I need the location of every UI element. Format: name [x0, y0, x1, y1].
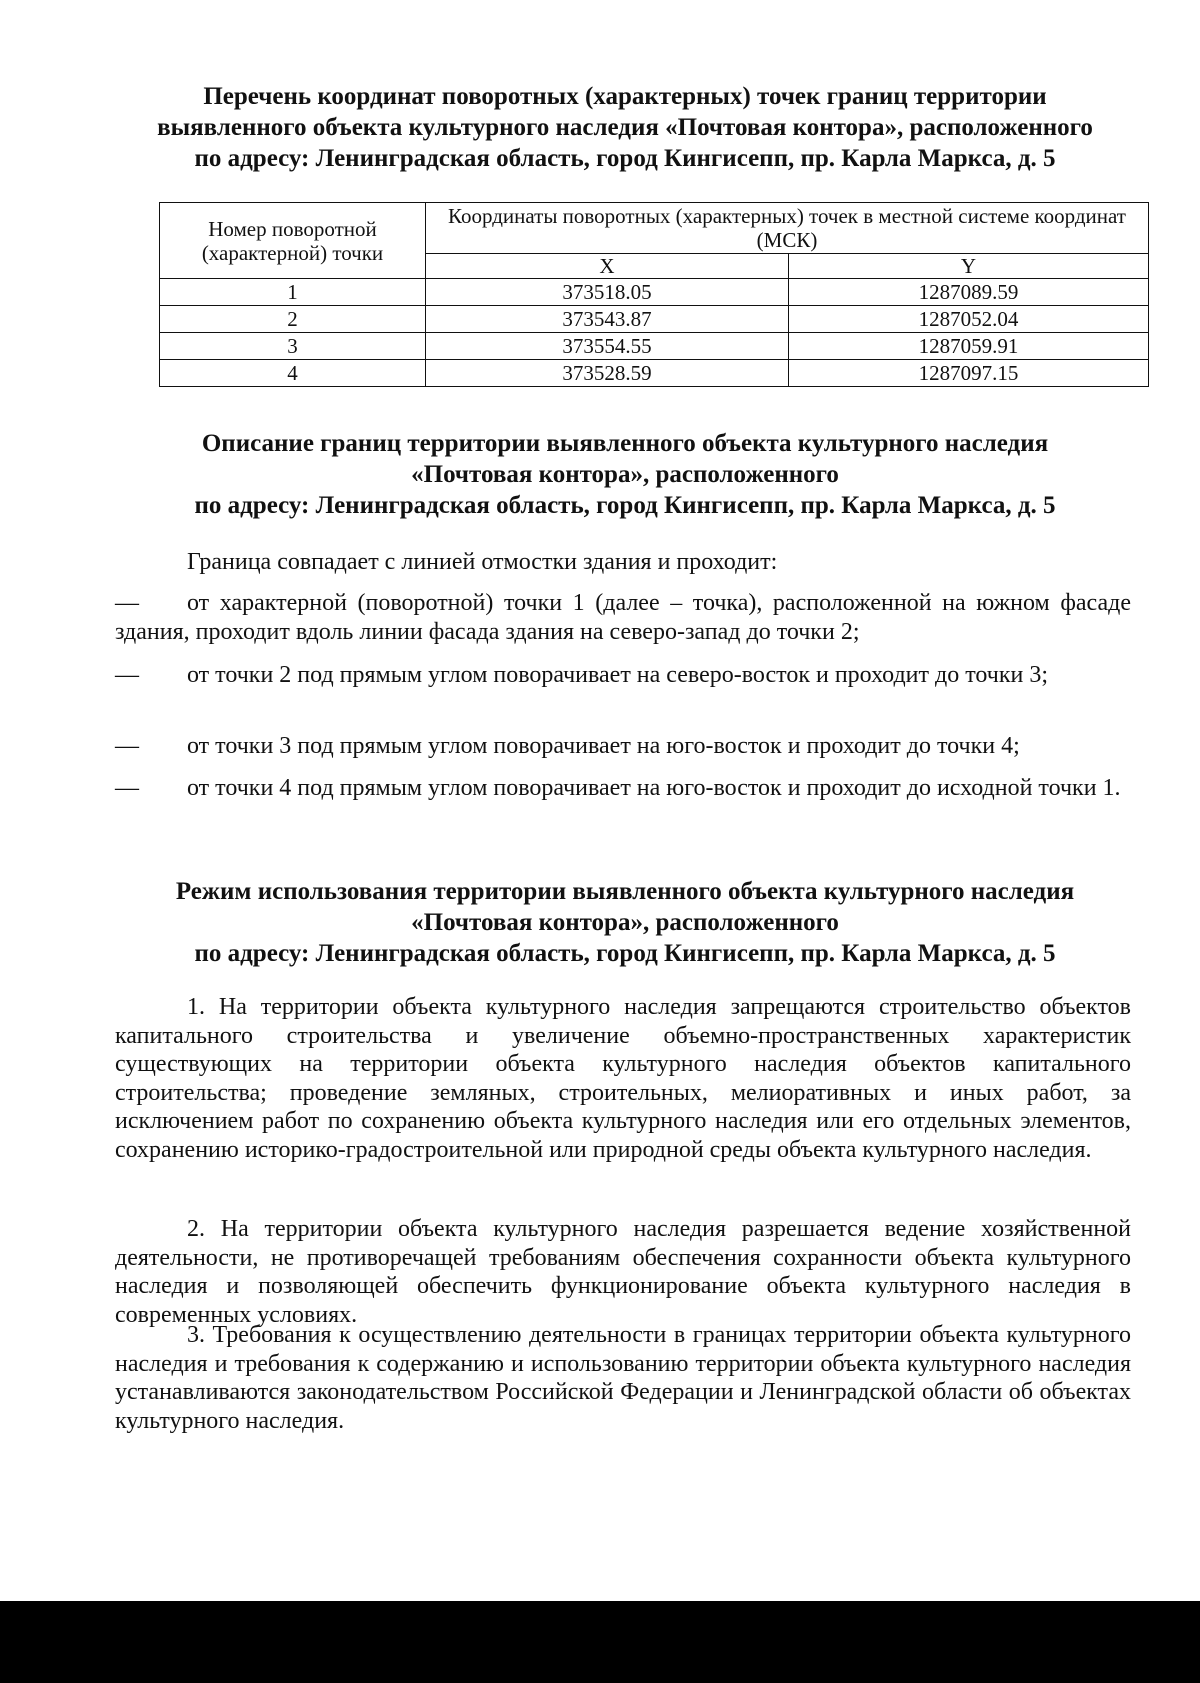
- boundary-list-item: [115, 774, 1131, 803]
- point-number-cell: 4: [160, 360, 426, 387]
- heading-line: выявленного объекта культурного наследия «Почтовая контора», расположенного: [157, 114, 1093, 141]
- boundary-list-item: [115, 589, 1131, 647]
- x-coordinate-cell: 373518.05: [426, 279, 789, 306]
- table-row: [160, 279, 1149, 306]
- boundary-list-item-text: от точки 3 под прямым углом поворачивает на юго-восток и проходит до точки 4;: [187, 733, 1020, 759]
- y-coordinate-cell: 1287052.04: [789, 306, 1149, 333]
- boundary-list-item: [115, 732, 1131, 761]
- header-y: Y: [789, 254, 1149, 279]
- usage-regime-heading: [120, 876, 1130, 969]
- heading-line: Описание границ территории выявленного объекта культурного наследия: [201, 430, 1049, 457]
- table-row: [160, 360, 1149, 387]
- heading-line: «Почтовая контора», расположенного: [411, 909, 839, 936]
- dash-marker: —: [115, 590, 139, 616]
- heading-line: «Почтовая контора», расположенного: [411, 461, 839, 488]
- table-row: [160, 333, 1149, 360]
- x-coordinate-cell: 373554.55: [426, 333, 789, 360]
- y-coordinate-cell: 1287097.15: [789, 360, 1149, 387]
- header-x: X: [426, 254, 789, 279]
- usage-rule-paragraph: 3. Требования к осуществлению деятельности в границах территории объекта культурного наследия и требования к содержанию и использованию территории объекта культурного наследия устанавливаются законодательством Российской Федерации и Ленинградской области об объектах культурного наследия.: [115, 1322, 1131, 1434]
- heading-line: Режим использования территории выявленного объекта культурного наследия: [175, 878, 1075, 905]
- scan-bottom-band: [0, 1601, 1200, 1683]
- heading-line: по адресу: Ленинградская область, город Кингисепп, пр. Карла Маркса, д. 5: [194, 492, 1056, 519]
- point-number-cell: 2: [160, 306, 426, 333]
- boundary-description-heading: [120, 428, 1130, 521]
- boundary-list-item-text: от характерной (поворотной) точки 1 (далее – точка), расположенной на южном фасаде здания, проходит вдоль линии фасада здания на северо-запад до точки 2;: [115, 590, 1131, 645]
- usage-rule-paragraph: 2. На территории объекта культурного наследия разрешается ведение хозяйственной деятельности, не противоречащей требованиям обеспечения сохранности объекта культурного наследия и позволяющей обеспечить функционирование объекта культурного наследия в современных условиях.: [115, 1216, 1131, 1328]
- y-coordinate-cell: 1287089.59: [789, 279, 1149, 306]
- coordinates-list-heading: [120, 81, 1130, 174]
- x-coordinate-cell: 373543.87: [426, 306, 789, 333]
- heading-line: по адресу: Ленинградская область, город Кингисепп, пр. Карла Маркса, д. 5: [194, 145, 1056, 172]
- heading-line: по адресу: Ленинградская область, город Кингисепп, пр. Карла Маркса, д. 5: [194, 940, 1056, 967]
- point-number-cell: 3: [160, 333, 426, 360]
- y-coordinate-cell: 1287059.91: [789, 333, 1149, 360]
- header-point-number: Номер поворотной (характерной) точки: [160, 203, 426, 279]
- x-coordinate-cell: 373528.59: [426, 360, 789, 387]
- point-number-cell: 1: [160, 279, 426, 306]
- header-coordinates: Координаты поворотных (характерных) точек в местной системе координат (МСК): [426, 203, 1149, 254]
- usage-rule-paragraph: 1. На территории объекта культурного наследия запрещаются строительство объектов капитального строительства и увеличение объемно-пространственных характеристик существующих на территории объекта культурного наследия объектов капитального строительства; проведение земляных, строительных, мелиоративных и иных работ, за исключением работ по сохранению объекта культурного наследия или его отдельных элементов, сохранению историко-градостроительной или природной среды объекта культурного наследия.: [115, 994, 1131, 1163]
- coordinates-table: [159, 202, 1149, 387]
- boundary-list-item-text: от точки 4 под прямым углом поворачивает на юго-восток и проходит до исходной точки 1.: [187, 775, 1121, 801]
- boundary-intro-paragraph: Граница совпадает с линией отмостки здания и проходит:: [187, 549, 778, 575]
- boundary-list-item-text: от точки 2 под прямым углом поворачивает на северо-восток и проходит до точки 3;: [187, 662, 1049, 688]
- dash-marker: —: [115, 733, 139, 759]
- dash-marker: —: [115, 775, 139, 801]
- table-row: [160, 306, 1149, 333]
- boundary-list-item: [115, 661, 1131, 690]
- dash-marker: —: [115, 662, 139, 688]
- heading-line: Перечень координат поворотных (характерных) точек границ территории: [203, 83, 1047, 110]
